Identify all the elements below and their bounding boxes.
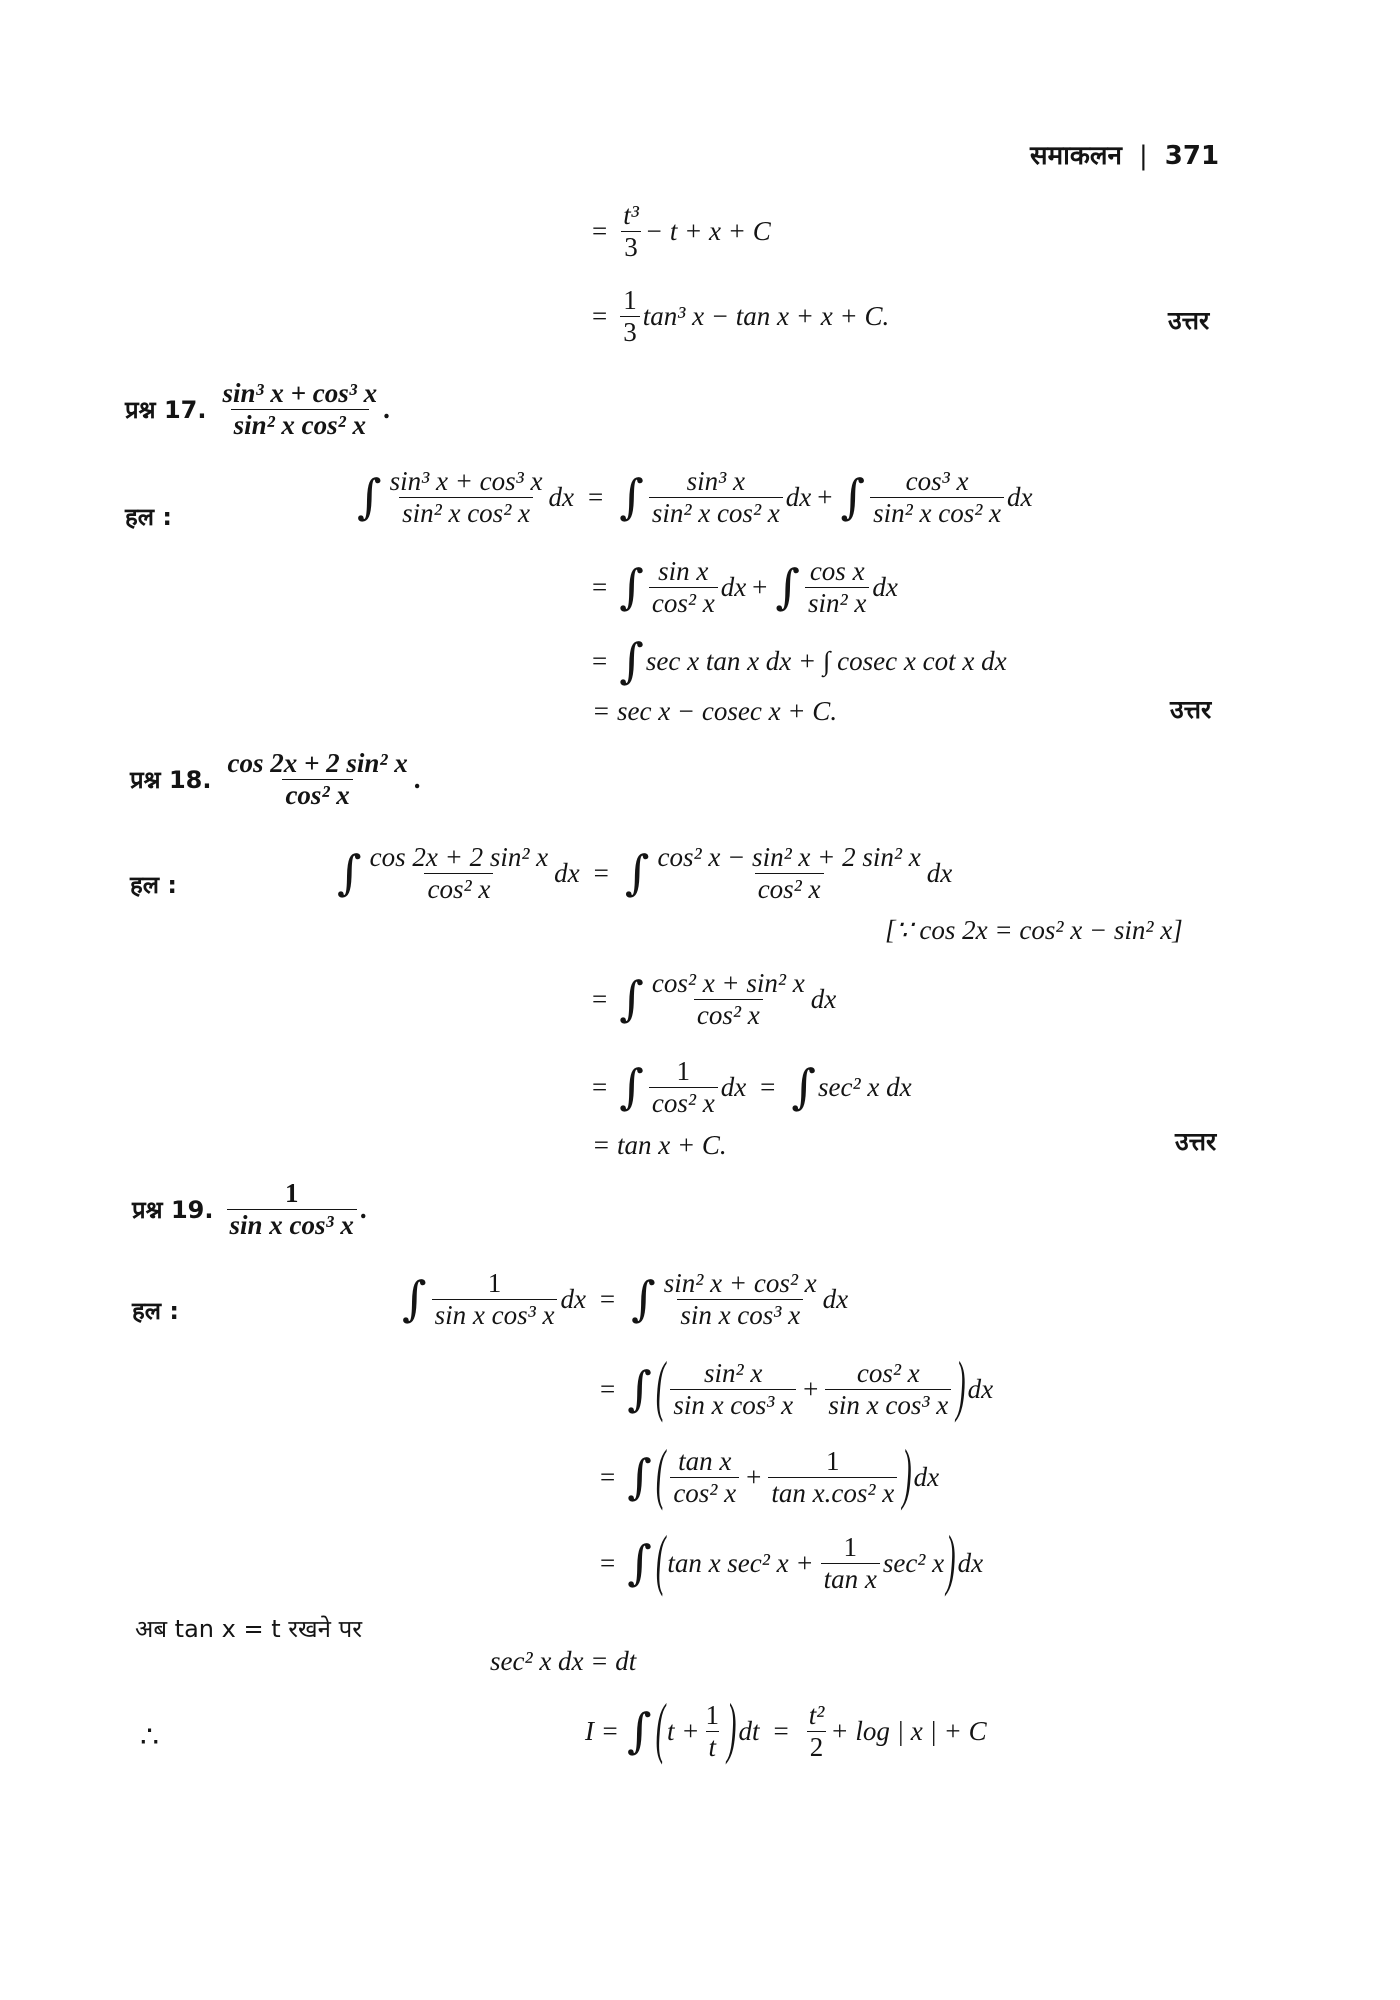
expression: tan³ x − tan x + x + C.: [642, 301, 890, 332]
q17-statement: प्रश्न 17. $\frac{\text{sin³ x + cos³ x}}{\text{sin² x cos² x}}$ .: [125, 378, 390, 441]
page-number: 371: [1164, 141, 1220, 171]
question-fraction: [220, 378, 381, 441]
expression: sec² x dx: [818, 1072, 912, 1103]
q19-step-4: = ∫ ( tan x sec² x + $\frac{1}{\text{tan x}}$ sec² x ) dx: [600, 1524, 984, 1600]
fraction: [620, 285, 640, 348]
q17-step-1: ∫ $\frac{\text{sin³ x + cos³ x}}{\text{sin² x cos² x}}$ dx = ∫ $\frac{\text{sin³ x}}{\text{sin² x cos² x}}$ dx + ∫ $\frac{\text{cos³ x}}{\text{sin² x cos² x}}$ dx: [357, 466, 1033, 529]
denominator: sin² x cos² x: [870, 497, 1004, 529]
numerator: cos x: [809, 556, 865, 586]
numerator: 1: [843, 1532, 857, 1562]
numerator: cos² x + sin² x: [651, 968, 805, 998]
numerator: sin² x + cos² x: [663, 1268, 817, 1298]
denominator: cos² x: [649, 1087, 718, 1119]
denominator: cos² x: [282, 779, 352, 811]
question-label: प्रश्न 17.: [125, 396, 207, 425]
left-paren: (: [655, 1692, 666, 1768]
denominator: t: [706, 1731, 720, 1763]
q16-line-1: [592, 200, 771, 263]
numerator: 1: [705, 1700, 720, 1730]
q18-identity-note: [∵ cos 2x = cos² x − sin² x]: [885, 915, 1183, 945]
fraction: [768, 1446, 897, 1509]
question-fraction: [227, 1178, 357, 1241]
expression: − t + x + C: [644, 216, 771, 247]
expression: I =: [585, 1716, 619, 1747]
numerator: 1: [623, 285, 637, 315]
denominator: sin x cos³ x: [432, 1299, 558, 1331]
denominator: sin x cos³ x: [677, 1299, 803, 1331]
answer-label: उत्तर: [1168, 306, 1210, 335]
fraction: [649, 1056, 718, 1119]
denominator: sin² x cos² x: [399, 497, 533, 529]
fraction: [649, 968, 808, 1031]
q19-step-2: = ∫ ( $\frac{\text{sin² x}}{\text{sin x cos³ x}}$ + $\frac{\text{cos² x}}{\text{sin x cos³ x}}$ ) dx: [600, 1350, 994, 1426]
fraction: [805, 556, 869, 619]
fraction: [870, 466, 1004, 529]
numerator: 1: [826, 1446, 840, 1476]
q18-step-1: ∫ $\frac{\text{cos 2x + 2 sin² x}}{\text{cos² x}}$ dx = ∫ $\frac{\text{cos² x − sin² x + 2 sin² x}}{\text{cos² x}}$ dx: [337, 842, 953, 905]
numerator: cos² x − sin² x + 2 sin² x: [657, 842, 921, 872]
q18-step-4: = tan x + C.: [592, 1130, 727, 1160]
q17-step-3: = ∫ sec x tan x dx + ∫ cosec x cot x dx: [592, 633, 1007, 689]
denominator: 3: [621, 231, 641, 263]
fraction: [620, 200, 642, 263]
question-fraction: [225, 748, 411, 811]
numerator: cos 2x + 2 sin² x: [227, 748, 408, 778]
q17-step-4: = sec x − cosec x + C.: [592, 696, 838, 726]
numerator: cos³ x: [905, 466, 969, 496]
fraction: [367, 842, 552, 905]
denominator: 2: [807, 1731, 827, 1763]
numerator: 1: [676, 1056, 691, 1086]
fraction: [655, 842, 924, 905]
denominator: 3: [620, 316, 640, 348]
numerator: cos² x: [856, 1358, 920, 1388]
q19-final-step: I = ∫ ( t + $\frac{1}{t}$ ) dt = $\frac{\text{t²}}{2}$ + log | x | + C: [585, 1692, 987, 1768]
q18-step-3: = ∫ $\frac{1}{\text{cos² x}}$ dx = ∫ sec² x dx: [592, 1056, 912, 1119]
q19-step-3: = ∫ ( $\frac{\text{tan x}}{\text{cos² x}}$ + $\frac{1}{\text{tan x.cos² x}}$ ) dx: [600, 1438, 940, 1514]
left-paren: (: [655, 1524, 666, 1600]
numerator: sin² x: [704, 1358, 763, 1388]
fraction: [670, 1446, 739, 1509]
denominator: sin² x cos² x: [231, 409, 369, 441]
denominator: sin x cos³ x: [227, 1209, 357, 1241]
numerator: sin x: [658, 556, 709, 586]
fraction: [661, 1268, 820, 1331]
left-paren: (: [655, 1350, 666, 1426]
fraction: [703, 1700, 723, 1763]
denominator: cos² x: [755, 873, 824, 905]
numerator: 1: [487, 1268, 502, 1298]
denominator: cos² x: [694, 999, 763, 1031]
right-paren: ): [902, 1438, 912, 1514]
denominator: sin x cos³ x: [825, 1389, 951, 1421]
q17-step-2: = ∫ $\frac{\text{sin x}}{\text{cos² x}}$ dx + ∫ $\frac{\text{cos x}}{\text{sin² x}}$ dx: [592, 556, 898, 619]
expression: + log | x | + C: [830, 1716, 987, 1747]
equals-sign: =: [592, 216, 608, 247]
numerator: tan x: [678, 1446, 732, 1476]
therefore-symbol: ∴: [140, 1721, 160, 1754]
denominator: cos² x: [670, 1477, 739, 1509]
question-label: प्रश्न 18.: [130, 766, 212, 795]
numerator: t³: [623, 200, 639, 230]
running-header: [1030, 136, 1219, 172]
fraction: [806, 1700, 828, 1763]
denominator: tan x: [821, 1563, 880, 1595]
right-paren: ): [727, 1692, 737, 1768]
expression: sec x tan x dx + ∫ cosec x cot x dx: [645, 646, 1007, 676]
q18-step-2: = ∫ $\frac{\text{cos² x + sin² x}}{\text{cos² x}}$ dx: [592, 968, 837, 1031]
fraction: [670, 1358, 796, 1421]
q19-statement: प्रश्न 19. $\frac{1}{\text{sin x cos³ x}}$ .: [132, 1178, 367, 1241]
q18-solution-label: हल :: [130, 871, 177, 899]
substitution-text: अब tan x = t रखने पर: [135, 1615, 363, 1643]
denominator: tan x.cos² x: [768, 1477, 897, 1509]
answer-label: उत्तर: [1175, 1127, 1217, 1156]
right-paren: ): [946, 1524, 956, 1600]
q16-line-2: [592, 285, 889, 348]
expression: t +: [667, 1716, 700, 1747]
expression: sec² x: [882, 1548, 945, 1579]
denominator: sin² x cos² x: [649, 497, 783, 529]
fraction: [649, 556, 718, 619]
q19-solution-label: हल :: [132, 1297, 179, 1325]
answer-label: उत्तर: [1170, 695, 1212, 724]
q18-statement: प्रश्न 18. $\frac{\text{cos 2x + 2 sin² x}}{\text{cos² x}}$ .: [130, 748, 421, 811]
right-paren: ): [956, 1350, 966, 1426]
denominator: cos² x: [649, 587, 718, 619]
numerator: 1: [284, 1178, 299, 1208]
numerator: sin³ x + cos³ x: [222, 378, 378, 408]
fraction: [432, 1268, 558, 1331]
expression: dt: [738, 1716, 760, 1747]
q19-step-1: ∫ $\frac{1}{\text{sin x cos³ x}}$ dx = ∫ $\frac{\text{sin² x + cos² x}}{\text{sin x cos³ x}}$ dx: [402, 1268, 849, 1331]
header-separator: |: [1138, 141, 1148, 171]
numerator: sin³ x + cos³ x: [389, 466, 543, 496]
denominator: sin² x: [805, 587, 869, 619]
numerator: sin³ x: [686, 466, 745, 496]
fraction: [821, 1532, 880, 1595]
denominator: sin x cos³ x: [670, 1389, 796, 1421]
numerator: cos 2x + 2 sin² x: [369, 842, 549, 872]
left-paren: (: [655, 1438, 666, 1514]
fraction: [387, 466, 546, 529]
fraction: [825, 1358, 951, 1421]
substitution-equation: sec² x dx = dt: [490, 1646, 637, 1676]
denominator: cos² x: [424, 873, 493, 905]
fraction: [649, 466, 783, 529]
question-label: प्रश्न 19.: [132, 1196, 214, 1225]
numerator: t²: [808, 1700, 825, 1730]
chapter-title: समाकलन: [1030, 141, 1122, 171]
q17-solution-label: हल :: [125, 503, 172, 531]
expression: tan x sec² x +: [667, 1548, 814, 1579]
equals-sign: =: [592, 301, 608, 332]
